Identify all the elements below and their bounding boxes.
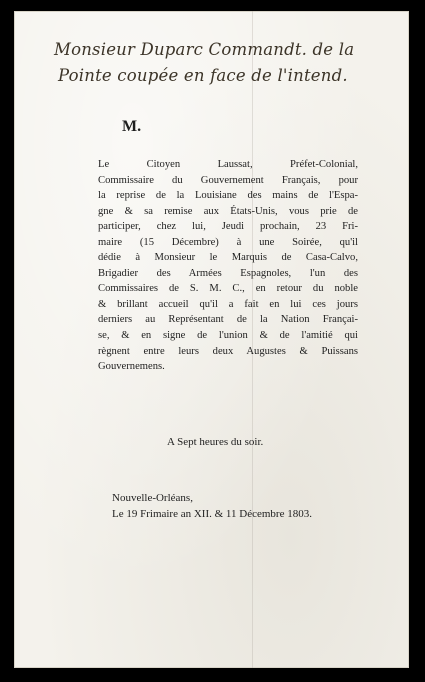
body-line: participer, chez lui, Jeudi prochain, 23 Fri-: [98, 221, 358, 233]
letter-sheet: [14, 11, 409, 668]
body-line: la reprise de la Louisiane des mains de l'Espa-: [98, 190, 358, 202]
place-and-date: [112, 491, 312, 522]
body-line: Brigadier des Armées Espagnoles, l'un des: [98, 267, 358, 279]
place-line: Nouvelle-Orléans,: [112, 492, 193, 504]
handwritten-line-1: Monsieur Duparc Commandt. de la: [54, 40, 355, 59]
body-line: Commissaires de S. M. C., en retour du noble: [98, 283, 358, 295]
body-line: dédie à Monsieur le Marquis de Casa-Calvo,: [98, 252, 358, 264]
salutation: M.: [122, 118, 142, 135]
body-line: règnent entre leurs deux Augustes & Puissans: [98, 345, 358, 357]
handwritten-address: [54, 37, 409, 89]
body-line: maire (15 Décembre) à une Soirée, qu'il: [98, 236, 358, 248]
body-line: Gouvernemens.: [98, 361, 165, 373]
handwritten-line-2: Pointe coupée en face de l'intend.: [58, 66, 348, 85]
invitation-body: [98, 157, 358, 375]
date-line: Le 19 Frimaire an XII. & 11 Décembre 1803.: [112, 507, 312, 520]
body-line: Le Citoyen Laussat, Préfet-Colonial,: [98, 159, 358, 170]
body-line: & brillant accueil qu'il a fait en lui ces jours: [98, 298, 358, 310]
body-line: derniers au Représentant de la Nation Françai-: [98, 314, 358, 326]
body-line: se, & en signe de l'union & de l'amitié qui: [98, 330, 358, 342]
body-line: Commissaire du Gouvernement Français, pour: [98, 174, 358, 186]
body-line: gne & sa remise aux États-Unis, vous prie de: [98, 205, 358, 217]
event-time: A Sept heures du soir.: [167, 436, 264, 448]
